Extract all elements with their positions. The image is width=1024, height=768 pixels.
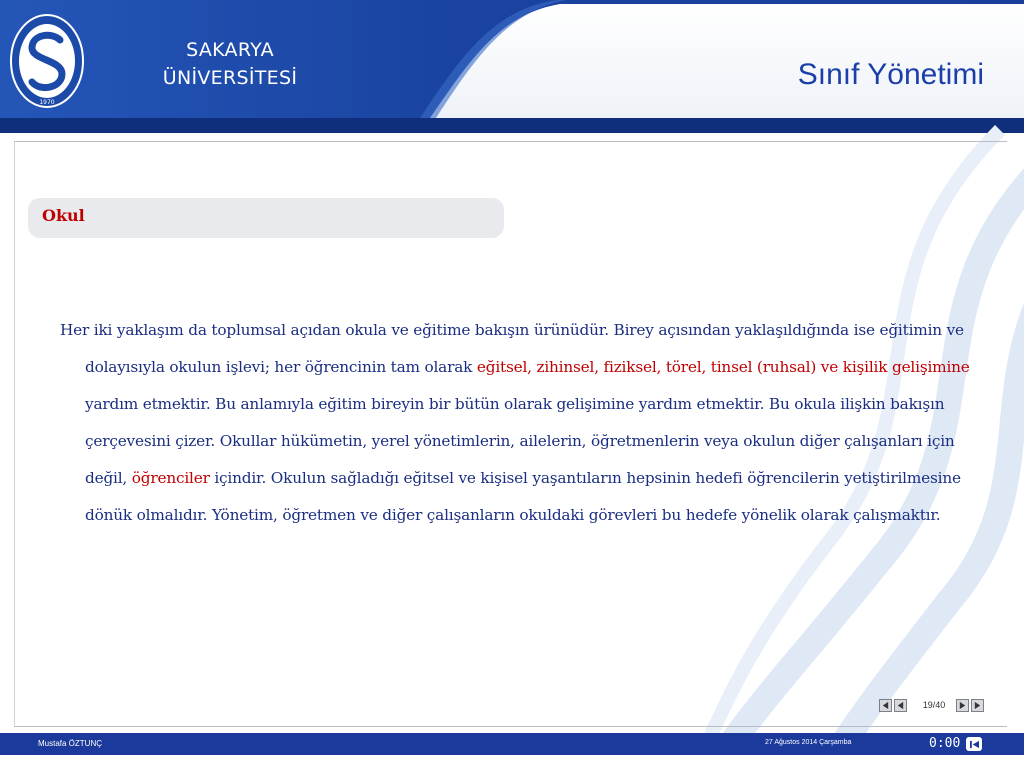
body-text-highlight: öğrenciler (131, 469, 210, 487)
university-name-line1: SAKARYA (186, 39, 274, 61)
body-text-segment: içindir. Okulun sağladığı eğitsel ve kişisel yaşantıların hepsinin hedefi öğrencilerin yetiştirilmesine dönük olmalıdır. Yönetim, öğretmen ve diğer çalışanların okuldaki görevleri bu hedefe yönelik olarak çalışmaktır. (85, 469, 961, 524)
previous-slide-button[interactable] (894, 699, 907, 712)
home-button[interactable] (966, 737, 982, 751)
university-name (130, 36, 330, 92)
last-slide-button[interactable] (971, 699, 984, 712)
nav-forward-group (956, 699, 984, 713)
section-heading: Okul (42, 206, 85, 225)
body-text-highlight: eğitsel, zihinsel, fiziksel, törel, tinsel (ruhsal) ve kişilik gelişimine (476, 358, 970, 376)
next-slide-button[interactable] (956, 699, 969, 712)
home-icon (969, 740, 980, 749)
body-text-segment: yardım etmektir. Bu anlamıyla eğitim bireyin bir bütün olarak gelişimine yardım etmektir. Bu okula ilişkin bakışın çerçevesini çizer. Okullar hükümetin, yerel yönetimlerin, ailelerin, öğretmenlerin veya okulun diğer çalışanları için değil, (85, 395, 955, 487)
body-paragraph (60, 312, 990, 534)
slide-title: Sınıf Yönetimi (797, 58, 984, 91)
footer-margin (0, 755, 1024, 768)
first-icon (881, 701, 890, 710)
nav-back-group (879, 699, 907, 713)
logo-year: 1970 (39, 99, 55, 106)
page-indicator: 19/40 (922, 700, 946, 710)
university-name-line2: ÜNİVERSİTESİ (162, 67, 298, 89)
section-heading-box (28, 198, 504, 238)
elapsed-timer: 0:00 (929, 736, 961, 751)
last-icon (973, 701, 982, 710)
slide-footer (0, 733, 1024, 755)
presentation-date: 27 Ağustos 2014 Çarşamba (765, 739, 852, 746)
previous-icon (896, 701, 905, 710)
sakarya-university-logo (8, 12, 86, 110)
first-slide-button[interactable] (879, 699, 892, 712)
author-name: Mustafa ÖZTUNÇ (38, 739, 103, 748)
slide-header (0, 0, 1024, 133)
body-text-segment: Her iki yaklaşım da toplumsal açıdan okula ve eğitime bakışın ürünüdür. Birey açısından yaklaşıldığında ise eğitimin ve dolayısıyla okulun işlevi; her öğrencinin tam olarak (60, 321, 964, 376)
next-icon (958, 701, 967, 710)
